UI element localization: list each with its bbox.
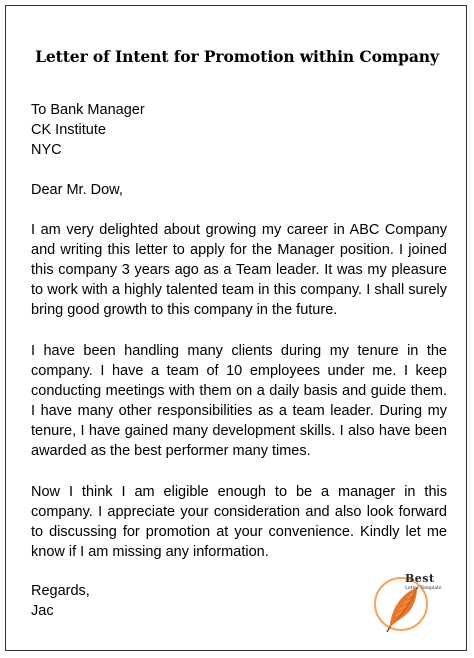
salutation: Dear Mr. Dow, (31, 182, 123, 198)
brand-logo (373, 568, 453, 640)
logo-word-letter-template: Letter Template (405, 586, 442, 591)
recipient-line-3: NYC (31, 142, 62, 158)
logo-word-best: Best (405, 572, 435, 585)
paragraph-1: I am very delighted about growing my career in ABC Company and writing this letter to apply for the Manager position. I joined this company 3 years ago as a Team leader. It was my pleasure to work with a highly talented team in this company. I shall surely bring good growth to this company in the future. (31, 222, 447, 318)
paragraph-2: I have been handling many clients during my tenure in the company. I have a team of 10 employees under me. I keep conducting meetings with them on a daily basis and guide them. I have many other responsibilities as a team leader. During my tenure, I have gained many development skills. I also have been awarded as the best performer many times. (31, 343, 447, 459)
paragraph-3: Now I think I am eligible enough to be a manager in this company. I appreciate your consideration and also look forward to discussing for promotion at your convenience. Kindly let me know if I am missing any information. (31, 484, 447, 560)
recipient-block (31, 100, 447, 160)
recipient-line-1: To Bank Manager (31, 102, 145, 118)
closing-line-2: Jac (31, 603, 54, 619)
letter-title: Letter of Intent for Promotion within Company (35, 47, 439, 66)
recipient-line-2: CK Institute (31, 122, 106, 138)
closing-line-1: Regards, (31, 583, 90, 599)
